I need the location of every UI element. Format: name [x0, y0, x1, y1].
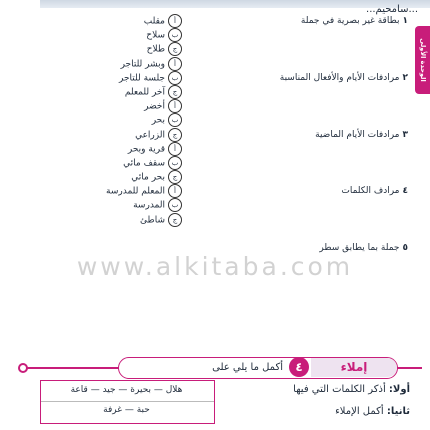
choice-item[interactable]: ببحر	[10, 113, 182, 127]
spacer	[233, 99, 408, 113]
choice-item[interactable]: أمقلب	[10, 14, 182, 28]
spacer	[233, 57, 408, 71]
choice-marker: أ	[168, 184, 182, 198]
choice-item[interactable]: جالزراعي	[10, 128, 182, 142]
choice-marker: أ	[168, 142, 182, 156]
word-bank-box	[40, 380, 215, 424]
choice-item[interactable]: جبحر مائي	[10, 170, 182, 184]
choice-item[interactable]: أأخضر	[10, 99, 182, 113]
spacer	[233, 156, 408, 170]
choice-item[interactable]: بجلسة للتاجر	[10, 71, 182, 85]
question-item: ١بطاقة غير بصرية في جملة	[300, 16, 408, 26]
choice-marker: ج	[168, 128, 182, 142]
task-first	[293, 384, 410, 395]
choice-item[interactable]: جطلاح	[10, 42, 182, 56]
section-number-badge: ٤	[289, 357, 309, 377]
question-text: مرادف الكلمات	[341, 186, 400, 197]
choice-item[interactable]: أوبشر للتاجر	[10, 57, 182, 71]
question-item: ٢مرادفات الأيام والأفعال المناسبة	[279, 72, 408, 83]
section-header	[118, 357, 398, 379]
choice-marker: ج	[168, 213, 182, 227]
task-second	[335, 406, 410, 417]
choice-marker: ج	[168, 170, 182, 184]
choice-item[interactable]: بسلاح	[10, 28, 182, 42]
spacer	[233, 227, 408, 241]
choice-marker: ج	[168, 85, 182, 99]
question-item: ٤مرادف الكلمات	[341, 186, 408, 197]
choice-marker: ب	[168, 113, 182, 127]
question-text: مرادفات الأيام الماضية	[315, 129, 400, 140]
choice-item[interactable]: جشاطئ	[10, 213, 182, 227]
questions-column	[233, 14, 408, 255]
choice-marker: ب	[168, 28, 182, 42]
spacer	[233, 198, 408, 212]
section-header-bar	[20, 356, 422, 380]
spacer	[233, 85, 408, 99]
spacer	[233, 42, 408, 56]
spacer	[233, 213, 408, 227]
choice-marker: أ	[168, 14, 182, 28]
word-bank-divider	[41, 401, 214, 402]
choice-marker: أ	[168, 99, 182, 113]
spacer	[233, 28, 408, 42]
choice-item[interactable]: بسقف مائي	[10, 156, 182, 170]
word-bank-row: هلال — بحيرة — جيد — قاعة	[70, 385, 183, 395]
spacer	[233, 142, 408, 156]
spacer	[233, 113, 408, 127]
section-title: إملاء	[311, 358, 397, 377]
page-header-text: ...سامحيم...	[366, 4, 418, 15]
section-instruction: أكمل ما يلي على	[212, 362, 283, 373]
question-item: ٣مرادفات الأيام الماضية	[315, 129, 408, 140]
choice-marker: ب	[168, 198, 182, 212]
unit-side-tab-label: الوحدة الأولى	[418, 38, 427, 82]
choice-item[interactable]: أقرية وبحر	[10, 142, 182, 156]
choice-item[interactable]: جآخر للمعلم	[10, 85, 182, 99]
task-label: أولا:	[388, 384, 410, 395]
spacer	[233, 170, 408, 184]
unit-side-tab	[415, 26, 430, 94]
question-item: ٥جملة بما يطابق سطر	[319, 243, 408, 253]
choices-column	[10, 14, 182, 227]
question-text: جملة بما يطابق سطر	[319, 243, 400, 253]
choice-marker: ب	[168, 156, 182, 170]
choice-item[interactable]: أالمعلم للمدرسة	[10, 184, 182, 198]
choice-marker: ج	[168, 42, 182, 56]
task-label: ثانيا:	[386, 406, 410, 417]
question-text: بطاقة غير بصرية في جملة	[300, 16, 400, 26]
task-text: أذكر الكلمات التي فيها	[293, 384, 386, 395]
watermark-text: www.alkitaba.com	[76, 252, 354, 281]
word-bank-row: حبة — غرفة	[103, 405, 150, 415]
choice-marker: أ	[168, 57, 182, 71]
task-text: أكمل الإملاء	[335, 406, 384, 417]
choice-marker: ب	[168, 71, 182, 85]
question-text: مرادفات الأيام والأفعال المناسبة	[279, 72, 400, 83]
choice-item[interactable]: بالمدرسة	[10, 198, 182, 212]
divider-end-circle	[18, 363, 28, 373]
